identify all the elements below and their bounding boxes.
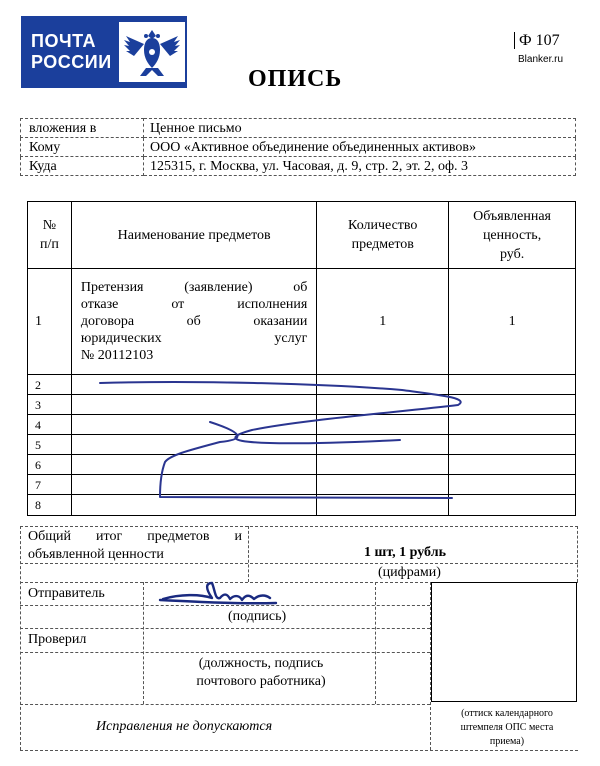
col-qty-line: Количество: [348, 218, 418, 233]
item-name-line: юридических услуг: [80, 331, 308, 346]
sender-signature: [160, 583, 276, 603]
address-label: вложения в: [21, 119, 144, 138]
item-name-line: № 20112103: [80, 348, 154, 363]
total-hint: (цифрами): [378, 565, 441, 580]
site-label: Blanker.ru: [518, 54, 564, 65]
form-number-text: Ф 107: [514, 32, 560, 49]
row-number: 6: [28, 455, 72, 475]
item-value: 1: [449, 269, 576, 375]
logo-line-1: ПОЧТА: [31, 31, 96, 51]
row-number: 1: [28, 269, 72, 375]
corrections-note: Исправления не допускаются: [96, 719, 273, 734]
col-name-header: Наименование предметов: [71, 202, 316, 269]
row-number: 8: [28, 495, 72, 516]
checked-hint-line: (должность, подпись: [198, 656, 324, 671]
total-value: 1 шт, 1 рубль: [364, 545, 446, 560]
address-value: 125315, г. Москва, ул. Часовая, д. 9, стр. 2, эт. 2, оф. 3: [144, 157, 576, 176]
row-number: 7: [28, 475, 72, 495]
item-name-line: отказе от исполнения: [80, 297, 308, 312]
checked-label: Проверил: [28, 632, 87, 647]
col-num-line: п/п: [40, 237, 59, 252]
item-name-line: Претензия (заявление) об: [80, 280, 308, 295]
stamp-caption-line: приема): [489, 736, 525, 747]
col-value-line: ценность,: [482, 227, 542, 243]
stamp-caption-line: штемпеля ОПС места: [460, 722, 554, 733]
total-label-line: объявленной ценности: [28, 547, 164, 562]
address-value: Ценное письмо: [144, 119, 576, 138]
item-qty: 1: [317, 269, 449, 375]
row-number: 5: [28, 435, 72, 455]
col-value-line: руб.: [499, 246, 525, 262]
row-number: 3: [28, 395, 72, 415]
row-number: 2: [28, 375, 72, 395]
address-label: Кому: [21, 138, 144, 157]
stamp-caption-line: (оттиск календарного: [461, 708, 553, 719]
col-num-line: №: [42, 218, 57, 233]
row-number: 4: [28, 415, 72, 435]
strike-scribble: [100, 382, 461, 498]
address-value: ООО «Активное объединение объединенных активов»: [144, 138, 576, 157]
sender-label: Отправитель: [28, 586, 105, 601]
logo-line-2: РОССИИ: [31, 52, 112, 72]
page-title: ОПИСЬ: [248, 66, 343, 92]
checked-hint-line: почтового работника): [196, 674, 326, 689]
col-qty-line: предметов: [351, 237, 414, 252]
sender-signature-hint: (подпись): [228, 609, 287, 624]
address-label: Куда: [21, 157, 144, 176]
total-label-line: Общий итог предметов и: [28, 529, 242, 544]
item-name-line: договора об оказании: [80, 314, 308, 329]
col-value-line: Объявленная: [473, 208, 551, 224]
